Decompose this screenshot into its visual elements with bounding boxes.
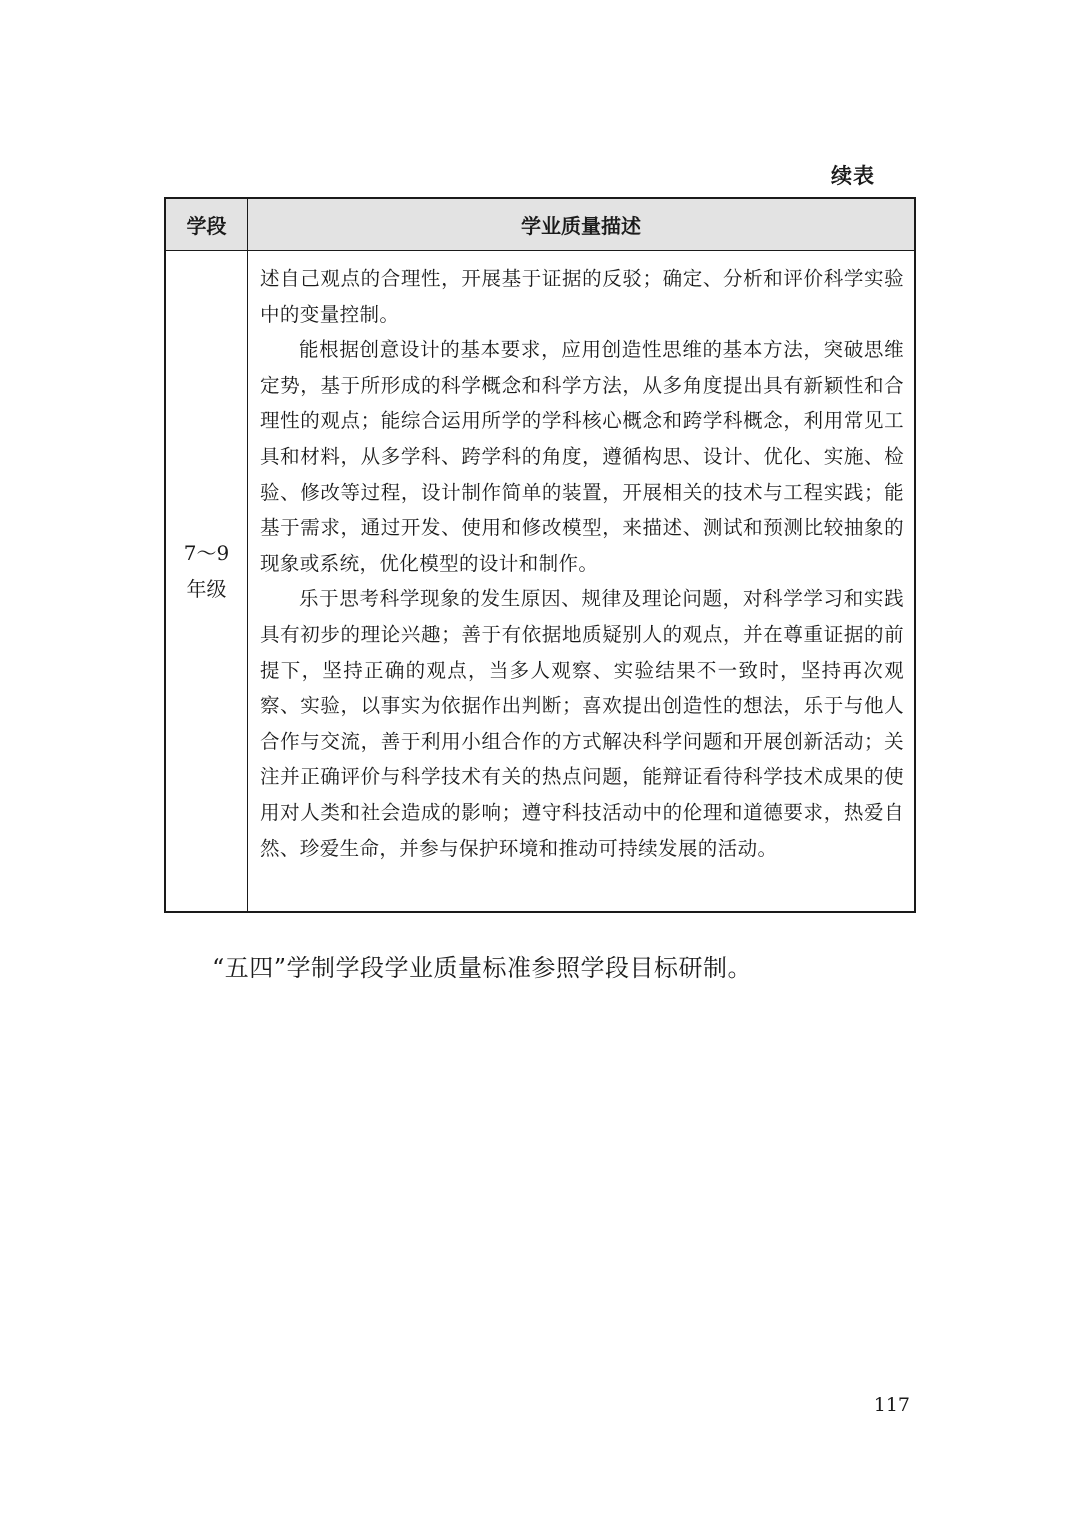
- description-paragraph-attitude: 乐于思考科学现象的发生原因、规律及理论问题，对科学学习和实践具有初步的理论兴趣；善于有依据地质疑别人的观点，并在尊重证据的前提下，坚持正确的观点，当多人观察、实验结果不一致时，坚持再次观察、实验，以事实为依据作出判断；喜欢提出创造性的想法，乐于与他人合作与交流，善于利用小组合作的方式解决科学问题和开展创新活动；关注并正确评价与科学技术有关的热点问题，能辩证看待科学技术成果的使用对人类和社会造成的影响；遵守科技活动中的伦理和道德要求，热爱自然、珍爱生命，并参与保护环境和推动可持续发展的活动。: [260, 587, 904, 860]
- header-description: 学业质量描述: [248, 199, 914, 251]
- footnote: “五四”学制学段学业质量标准参照学段目标研制。: [212, 954, 753, 982]
- description-paragraph-design: 能根据创意设计的基本要求，应用创造性思维的基本方法，突破思维定势，基于所形成的科学概念和科学方法，从多角度提出具有新颖性和合理性的观点；能综合运用所学的学科核心概念和跨学科概念，利用常见工具和材料，从多学科、跨学科的角度，遵循构思、设计、优化、实施、检验、修改等过程，设计制作简单的装置，开展相关的技术与工程实践；能基于需求，通过开发、使用和修改模型，来描述、测试和预测比较抽象的现象或系统，优化模型的设计和制作。: [260, 338, 904, 575]
- description-cell: [248, 251, 914, 911]
- continued-table-label: 续表: [831, 164, 875, 188]
- academic-quality-table: [164, 197, 916, 913]
- stage-grade-range: 7～9: [183, 541, 230, 565]
- description-paragraph-continued: 述自己观点的合理性，开展基于证据的反驳；确定、分析和评价科学实验中的变量控制。: [260, 267, 904, 326]
- stage-grade-label: 年级: [186, 577, 227, 601]
- header-stage: 学段: [166, 199, 248, 251]
- page-number: 117: [873, 1394, 910, 1416]
- stage-cell: [166, 251, 248, 911]
